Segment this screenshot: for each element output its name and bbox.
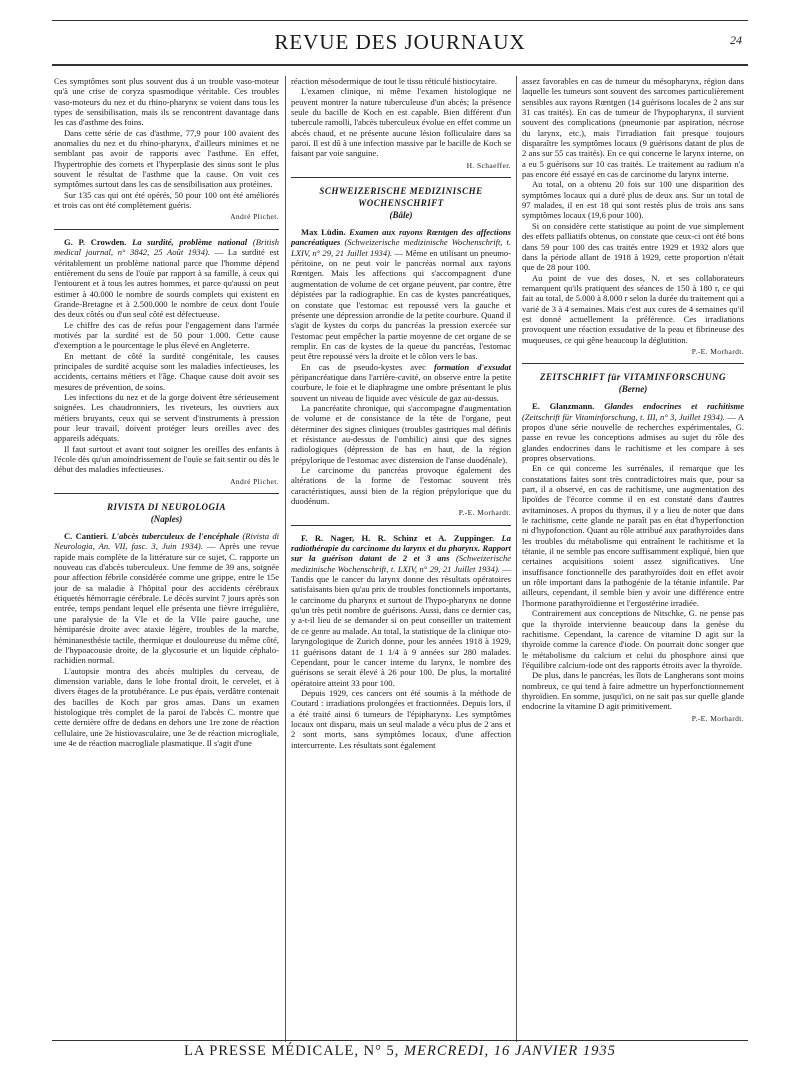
author-signature: P.-E. Morhardt. [691, 346, 744, 356]
article-title: La radiothérapie du carcinome du larynx et du pharynx. Rapport sur la guérison datant de 2 et 3 ans [291, 532, 511, 564]
column-middle [291, 76, 511, 1036]
footer-day: MERCREDI, [404, 1043, 490, 1059]
paragraph: Les infections du nez et de la gorge doivent être sérieusement soignées. Les chaudronniers, les riveteurs, les ouvriers aux métiers bruyants, ceux qui se servent d'instruments à pression pour leur travail, doivent protéger leurs oreilles avec des appareils adéquats. [54, 391, 279, 444]
paragraph: En mettant de côté la surdité congénitale, les causes principales de surdité acquise sont les maladies infectieuses, les accidents, certains métiers et l'âge. Chaque cause doit avoir ses mesures de prévention, de soins. [54, 350, 279, 392]
author-signature: P.-E. Morhardt. [691, 713, 744, 723]
paragraph: L'examen clinique, ni même l'examen histologique ne peuvent montrer la nature tuberculeuse d'un abcès; la présence seule du bacille de Koch en est capable. Bien différent d'un tubercule ramolli, l'abcès tuberculeux évolue en effet comme un abcès chaud, et ne présente aucune lésion folliculaire dans sa paroi. Il est dû à une infection massive par le bacille de Koch se faisant par voie sanguine. [291, 86, 511, 159]
journal-section-title: SCHWEIZERISCHE MEDIZINISCHE WOCHENSCHRIFT [319, 186, 483, 209]
paragraph: Contrairement aux conceptions de Nitschke, G. ne pense pas que la thyroïde intervienne beaucoup dans la genèse du rachitisme. Cependant, la carence de vitamine D agit sur la thyroïde comme la carence d'iode. On pourrait donc songer que le métabolisme du calcium et celui du phosphore ainsi que l'équilibre calcium-iode ont des rapports étroits avec la thyroïde. [522, 608, 744, 670]
article-entry [54, 531, 279, 665]
paragraph: Le chiffre des cas de refus pour l'engagement dans l'armée motivés par la surdité est de 50 pour 1.000. Cette cause d'exemption a le pourcentage le plus élevé en Angleterre. [54, 319, 279, 351]
header-rule-top [52, 20, 748, 21]
article-reference: (Zeitschrift für Vitaminforschung, t. III, n° 3, Juillet 1934). [522, 411, 725, 422]
column-left [54, 76, 279, 1036]
article-reference: (Schweizerische medizinische Wochenschrift, t. LXIV, n° 29, 21 Juillet 1934). [291, 237, 511, 258]
author-signature: André Plichet. [230, 212, 279, 222]
paragraph-text: En cas de pseudo-kystes avec [301, 361, 426, 372]
article-author: G. P. Crowden. [64, 236, 127, 247]
paragraph: Au total, on a obtenu 20 fois sur 100 une disparition des symptômes locaux qui a duré plus de deux ans. Sur un total de 97 malades, il en est 18 qui sont restés plus de trois ans sans symptômes locaux (19,6 pour 100). [522, 179, 744, 221]
article-title: La surdité, problème national [132, 236, 248, 247]
paragraph: Dans cette série de cas d'asthme, 77,9 pour 100 avaient des anomalies du nez et du rhino-pharynx, d'ailleurs minimes et ne semblant pas avoir de rapports avec l'asthme. En effet, l'hypertrophie des cornets et l'hyperplasie des sinus sont le plus souvent le résultat de l'asthme que la cause. On voit ces symptômes surtout dans les cas de sensibilisation aux protéines. [54, 127, 279, 190]
article-author: C. Cantieri. [64, 531, 109, 542]
author-signature: P.-E. Morhardt. [458, 508, 511, 518]
paragraph [291, 362, 511, 403]
paragraph: Si on considère cette statistique au point de vue simplement des effets palliatifs obtenus, on constate que ceux-ci ont été bons dans 59 pour 100 des cas traités entre 1929 et 1932 alors que dans la période allant de 1918 à 1929, cette proportion n'était que de 28 pour 100. [522, 220, 744, 273]
section-separator [522, 363, 744, 364]
page-number: 24 [730, 33, 742, 47]
paragraph: La pancréatite chronique, qui s'accompagne d'augmentation de volume et de consistance de la tête de l'organe, peut déterminer des signes cliniques (troubles gastriques mal définis et résistance au-dessus de l'ombilic) ainsi que des signes radiologiques (dépression de bas en haut, de la région prépylorique de l'estomac avec distension de l'anse duodénale). [291, 402, 511, 465]
article-text: — Tandis que le cancer du larynx donne des résultats opératoires satisfaisants bien qu'au prix de troubles fonctionnels importants, le carcinome du pharynx et surtout de l'hypo-pharynx ne donne qu'un très petit nombre de guérisons. Aussi, dans ce dernier cas, y a-t-il lieu de se demander si on peut conseiller un traitement de ce genre au malade. Au total, la statistique de la clinique oto-laryngologique de Zurich donne, pour les années 1918 à 1929, 11 guérisons datant de 1 1/4 à 9 années sur 280 malades. Cependant, pour le cancer interne du larynx, le nombre des guérisons se serait élevé à 26 pour 100. De plus, la mortalité opératoire atteint 33 pour 100. [291, 563, 511, 688]
article-entry [522, 401, 744, 463]
article-text: — Même en utilisant un pneumo-péritoine, on ne peut voir le pancréas normal aux rayons Rœntgen. Mais les affections qui s'accompagnent d'une augmentation de volume de cet organe peuvent, par contre, être dépistées par la radiographie. En cas de kystes pancréatiques, on constate que l'estomac est repoussé vers la gauche et présente une dépression arrondie de la petite courbure. Quand il s'agit de kystes du corps du pancréas la pression exercée sur l'estomac peut empêcher la partie moyenne de cet organe de se remplir. En cas de kystes de la queue du pancréas, l'estomac peut être repoussé vers la droite et le côlon vers le bas. [291, 247, 511, 362]
section-separator [54, 493, 279, 494]
journal-city: (Bâle) [389, 210, 413, 221]
paragraph: Ces symptômes sont plus souvent dus à un trouble vaso-moteur qu'à une crise de coryza spasmodique véritable. Ces troubles vaso-moteurs du nez et du rhino-pharynx se voient dans tous les types de sensibilisation, mais ils se rencontrent davantage dans les cas d'asthme des foins. [54, 76, 279, 128]
paragraph: Sur 135 cas qui ont été opérés, 50 pour 100 ont été améliorés et trois cas ont été complètement guéris. [54, 189, 279, 211]
footer-rule [52, 1040, 748, 1041]
article-title: L'abcès tuberculeux de l'encéphale [111, 531, 240, 542]
paragraph: En ce qui concerne les surrénales, il remarque que les constatations faites sont très contradictoires mais que, pour sa part, il a observé, en cas de rachitisme, une augmentation des lipoïdes de l'écorce comme il en est constaté dans d'autres avitaminoses. A propos du thymus, il y a lieu de noter que dans le rachitisme, cette glande ne paraît pas en état d'hyperfonction ni d'hypofonction. Quant au rôle attribué aux parathyroïdes dans les troubles du métabolisme qui entraînent le rachitisme et la tétanie, il ne semble pas encore suffisamment expliqué, bien que certaines acquisitions soient assez significatives. Une insuffisance fonctionnelle des parathyroïdes doit en effet avoir un rôle important dans la pathogénie de la tétanie infantile. Par ailleurs, cependant, il semble bien y avoir une différence entre l'hormone parathyroïdienne et l'ergostérine irradiée. [522, 463, 744, 608]
article-author: Max Lüdin. [301, 227, 346, 238]
author-signature: André Plichet. [230, 476, 279, 486]
article-author: E. Glanzmann. [532, 401, 595, 412]
journal-section-title: RIVISTA DI NEUROLOGIA [106, 502, 227, 513]
journal-city: (Berne) [618, 384, 648, 395]
article-separator [291, 525, 511, 526]
article-text: — A propos d'une série nouvelle de recherches expérimentales, G. passe en revue les conceptions admises au sujet du rôle des glandes endocrines dans le rachitisme et les compare à ses propres observations. [522, 411, 744, 463]
author-signature: H. Schaeffer. [466, 160, 511, 170]
section-separator [291, 177, 511, 178]
footer-date: 16 JANVIER 1935 [493, 1043, 616, 1059]
paragraph: Le carcinome du pancréas provoque également des altérations de la forme de l'estomac souvent très caractéristiques, aussi bien de la région prépylorique que du duodénum. [291, 465, 511, 507]
article-text: — Après une revue rapide mais complète de la littérature sur ce sujet, C. rapporte un nouveau cas d'abcès tuberculeux. Une femme de 39 ans, soignée pour affection fébrile considérée comme une grippe, entre le 15e jour de sa maladie à l'hôpital pour des accidents cérébraux étiquetés hémorragie cérébrale. Le décès survint 7 jours après son entrée, temps pendant lequel elle présenta une fièvre irrégulière, une paralysie de la VIe et de la VIIe paire gauche, une hémiparésie droite avec ataxie légère, troubles de la marche, héminanesthésie tactile, thermique et douloureuse du même côté, de l'hypoacousie droite, de la glycosurie et un liquide céphalo-rachidien normal. [54, 541, 279, 666]
page-header-title: REVUE DES JOURNAUX [274, 30, 526, 54]
column-right [522, 76, 744, 1036]
page-footer [0, 1043, 800, 1060]
article-reference: (Rivista di Neurologia, An. VII, fasc. 3, Juin 1934). [54, 531, 279, 552]
paragraph: assez favorables en cas de tumeur du mésopharynx, région dans laquelle les tumeurs sont souvent des sarcomes particulièrement sensibles aux rayons Rœntgen (14 guérisons locales de 2 ans sur 31 cas traités). En cas de tumeur de l'hypopharynx, il survient souvent des complications (pneumonie par aspiration, nécrose du larynx, etc.), mais l'irradiation fait presque toujours disparaître les symptômes locaux (9 guérisons datant de plus de 2 ans sur 55 cas traités). En ce qui concerne le larynx interne, on a eu 5 guérisons sur 10 cas traités. Le traitement au radium n'a pas encore été essayé en cas de carcinome du larynx interne. [522, 76, 744, 180]
column-divider-2 [516, 76, 517, 1042]
column-divider-1 [285, 76, 286, 1042]
paragraph: Depuis 1929, ces cancers ont été soumis à la méthode de Coutard : irradiations prolongées et fractionnées. Depuis lors, il a été traité ainsi 6 tumeurs de l'épipharynx. Les symptômes locaux ont disparu, mais un seul malade a vécu plus de 2 ans et 2 sont morts, sans symptômes locaux, d'une affection intercurrente. Les résultats sont également [291, 687, 511, 750]
header-rule-bottom [52, 64, 748, 66]
article-separator [54, 229, 279, 230]
paragraph: L'autopsie montra des abcès multiples du cerveau, de dimension variable, dans le lobe frontal droit, le cervelet, et à divers étages de la protubérance. Le pus épais, verdâtre contenait des bacilles de Koch par gros amas. Dans un examen histologique très complet de la paroi de l'abcès C. montre que cette dernière offre de dedans en dehors une 1re zone de réaction cellulaire, une 2e histiovasculaire, une 3e de réaction microgliale, une 4e de réaction macrogliale plasmatique. Il s'agit d'une [54, 665, 279, 748]
journal-section-title: ZEITSCHRIFT für VITAMINFORSCHUNG [539, 372, 727, 383]
article-entry [54, 237, 279, 320]
article-entry [291, 227, 511, 361]
emphasis-text: formation d'exsudat [434, 361, 511, 372]
paragraph-text: péripancréatique dans l'arrière-cavité, on observe entre la petite courbure, le foie et le diaphragme une ombre présentant le plus souvent un niveau de liquide avec vésicule de gaz au-dessus. [291, 371, 511, 403]
journal-city: (Naples) [150, 514, 183, 525]
article-reference: (Schweizerische medizinische Wochenschrift, t. LXIV, n° 29, 21 Juillet 1934). [291, 553, 511, 574]
paragraph: Il faut surtout et avant tout soigner les oreilles des enfants à l'école dès qu'un amoindrissement de l'ouïe se fait sentir ou dès le début des maladies infectieuses. [54, 443, 279, 475]
paragraph: De plus, dans le pancréas, les îlots de Langherans sont moins nombreux, ce qui tend à faire admettre un hyperfonctionnement thyroïdien. En somme, jusqu'ici, on ne sait pas sur quelle glande endocrine la vitamine D agit primitivement. [522, 670, 744, 712]
article-reference: (British medical journal, n° 3842, 25 Août 1934). [54, 236, 279, 258]
article-title: Examen aux rayons Rœntgen des affections pancréatiques [291, 227, 511, 248]
paragraph: réaction mésodermique de tout le tissu réticulé histiocytaire. [291, 76, 498, 86]
article-text: — La surdité est véritablement un problème national parce que l'homme dépend entièrement du sens de l'ouïe par rapport à sa famille, à ceux qui l'entourent et à tous les autres hommes, et parce qu'aussi on peut estimer à 40.000 le nombre de sourds complets qui existent en Grande-Bretagne et à 2.500.000 le nombre de ceux dont l'ouïe des deux côtés ou d'un seul côté est défectueuse. [54, 247, 279, 320]
article-entry [291, 533, 511, 688]
footer-journal: LA PRESSE MÉDICALE, N° 5, [184, 1043, 400, 1059]
article-author: F. R. Nager, H. R. Schinz et A. Zuppinger. [301, 532, 495, 543]
paragraph: Au point de vue des doses, N. et ses collaborateurs remarquent qu'ils pratiquent des séances de 150 à 180 r, ce qui fait au total, de 5.000 à 8.000 r selon la durée du traitement qui a varié de 3 à 4 semaines. Mais c'est aux cures de 4 semaines qu'il est donné actuellement la préférence. Ces irradiations provoquent une réaction exsudative de la peau et fibrineuse des muqueuses, ce qui gêne beaucoup la déglutition. [522, 272, 744, 345]
article-title: Glandes endocrines et rachitisme [604, 401, 744, 412]
